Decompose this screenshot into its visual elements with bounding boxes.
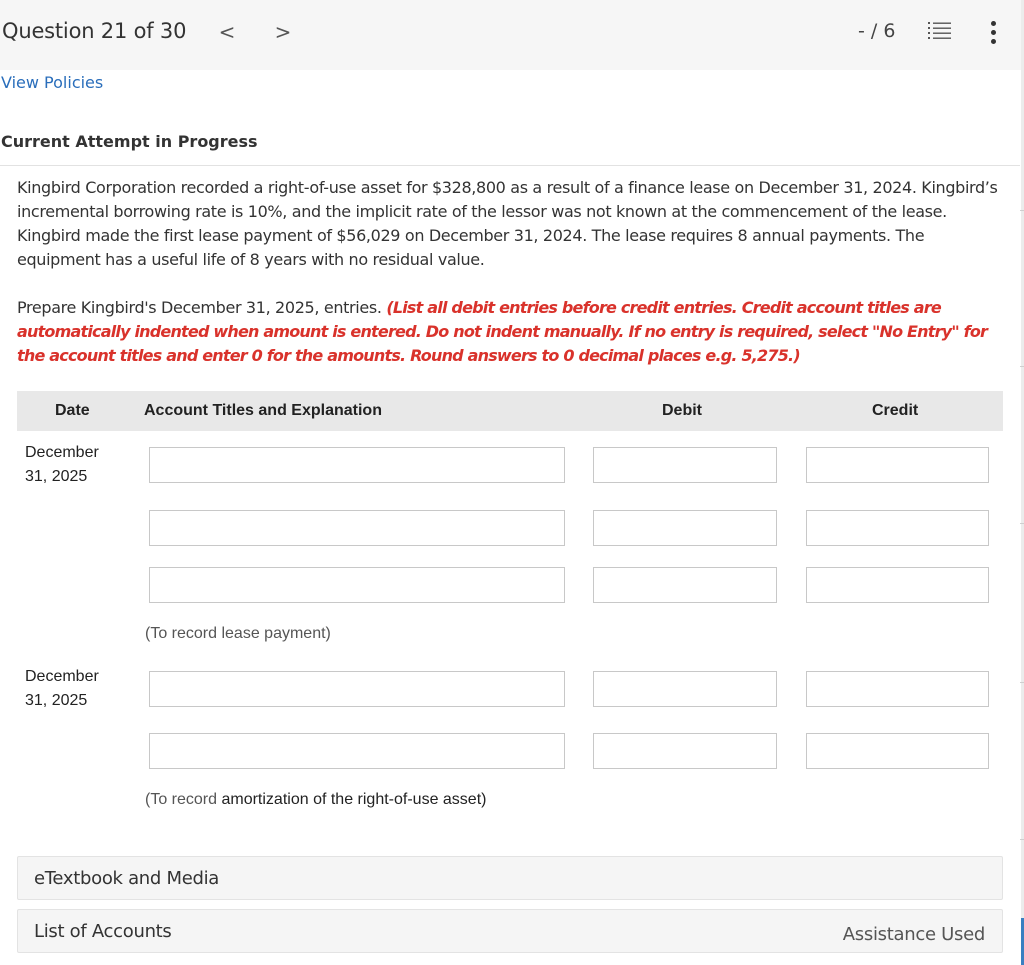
- entry-1-row-3-debit-input[interactable]: [593, 567, 777, 603]
- etextbook-media-label: eTextbook and Media: [34, 868, 220, 889]
- view-policies-link[interactable]: View Policies: [1, 73, 104, 92]
- entry-1-row-1-account-input[interactable]: [149, 447, 565, 483]
- journal-table-header: [17, 391, 1003, 431]
- entry-2-row-2-debit-input[interactable]: [593, 733, 777, 769]
- list-of-accounts-label: List of Accounts: [34, 921, 172, 942]
- entry-2-date: [25, 665, 99, 713]
- entry-instructions: (List all debit entries before credit entries. Credit account titles are automatically indented when amount is entered. Do not indent manually. If no entry is required, select "No Entry" for the account titles and enter 0 for the amounts. Round answers to 0 decimal places e.g. 5,275.): [17, 298, 988, 365]
- edge-tick: [1020, 682, 1024, 683]
- entry-1-row-2-account-input[interactable]: [149, 510, 565, 546]
- header-date: Date: [55, 402, 90, 419]
- entry-1-memo: [145, 625, 331, 643]
- etextbook-media-panel[interactable]: [17, 856, 1003, 900]
- entry-1-memo-prefix: (To record: [145, 625, 222, 642]
- next-question-button[interactable]: >: [268, 16, 298, 48]
- header-account-titles: Account Titles and Explanation: [144, 402, 382, 419]
- header-credit: Credit: [872, 402, 919, 419]
- entry-2-memo-text: amortization of the right-of-use asset): [221, 791, 487, 808]
- entry-2-date-line2: 31, 2025: [25, 692, 88, 709]
- entry-2-row-1-credit-input[interactable]: [806, 671, 989, 707]
- header-debit: Debit: [662, 402, 702, 419]
- attempt-status: Current Attempt in Progress: [1, 132, 258, 151]
- question-list-icon[interactable]: [928, 21, 952, 43]
- edge-tick: [1020, 523, 1024, 524]
- entry-2-memo-prefix: (To record: [145, 791, 222, 808]
- entry-2-memo: [145, 791, 486, 809]
- entry-1-date: [25, 441, 99, 489]
- question-counter: Question 21 of 30: [2, 19, 187, 43]
- question-header: [0, 0, 1024, 70]
- entry-1-row-3-account-input[interactable]: [149, 567, 565, 603]
- edge-tick: [1020, 839, 1024, 840]
- assistance-used-label: Assistance Used: [842, 924, 985, 945]
- list-of-accounts-panel[interactable]: [17, 909, 1003, 953]
- entry-1-row-1-credit-input[interactable]: [806, 447, 989, 483]
- entry-2-row-2-account-input[interactable]: [149, 733, 565, 769]
- divider: [0, 165, 1020, 166]
- problem-statement: Kingbird Corporation recorded a right-of-use asset for $328,800 as a result of a finance lease on December 31, 2024. Kingbird’s incremental borrowing rate is 10%, and the implicit rate of the lessor was not known at the commencement of the lease. Kingbird made the first lease payment of $56,029 on December 31, 2024. The lease requires 8 annual payments. The equipment has a useful life of 8 years with no residual value.: [17, 178, 998, 269]
- entry-1-date-line1: December: [25, 444, 99, 461]
- entry-2-row-1-debit-input[interactable]: [593, 671, 777, 707]
- entry-2-date-line1: December: [25, 668, 99, 685]
- edge-tick: [1020, 210, 1024, 211]
- edge-tick: [1020, 366, 1024, 367]
- entry-1-row-2-debit-input[interactable]: [593, 510, 777, 546]
- entry-1-memo-text: lease payment): [221, 625, 331, 642]
- entry-2-row-2-credit-input[interactable]: [806, 733, 989, 769]
- entry-2-row-1-account-input[interactable]: [149, 671, 565, 707]
- entry-1-row-3-credit-input[interactable]: [806, 567, 989, 603]
- entry-1-date-line2: 31, 2025: [25, 468, 88, 485]
- entry-1-row-1-debit-input[interactable]: [593, 447, 777, 483]
- prepare-instructions: [17, 296, 1007, 368]
- more-options-icon[interactable]: [985, 19, 1001, 45]
- previous-question-button[interactable]: <: [212, 16, 242, 48]
- question-score: - / 6: [858, 20, 896, 42]
- prepare-text: Prepare Kingbird's December 31, 2025, entries.: [17, 298, 382, 317]
- entry-1-row-2-credit-input[interactable]: [806, 510, 989, 546]
